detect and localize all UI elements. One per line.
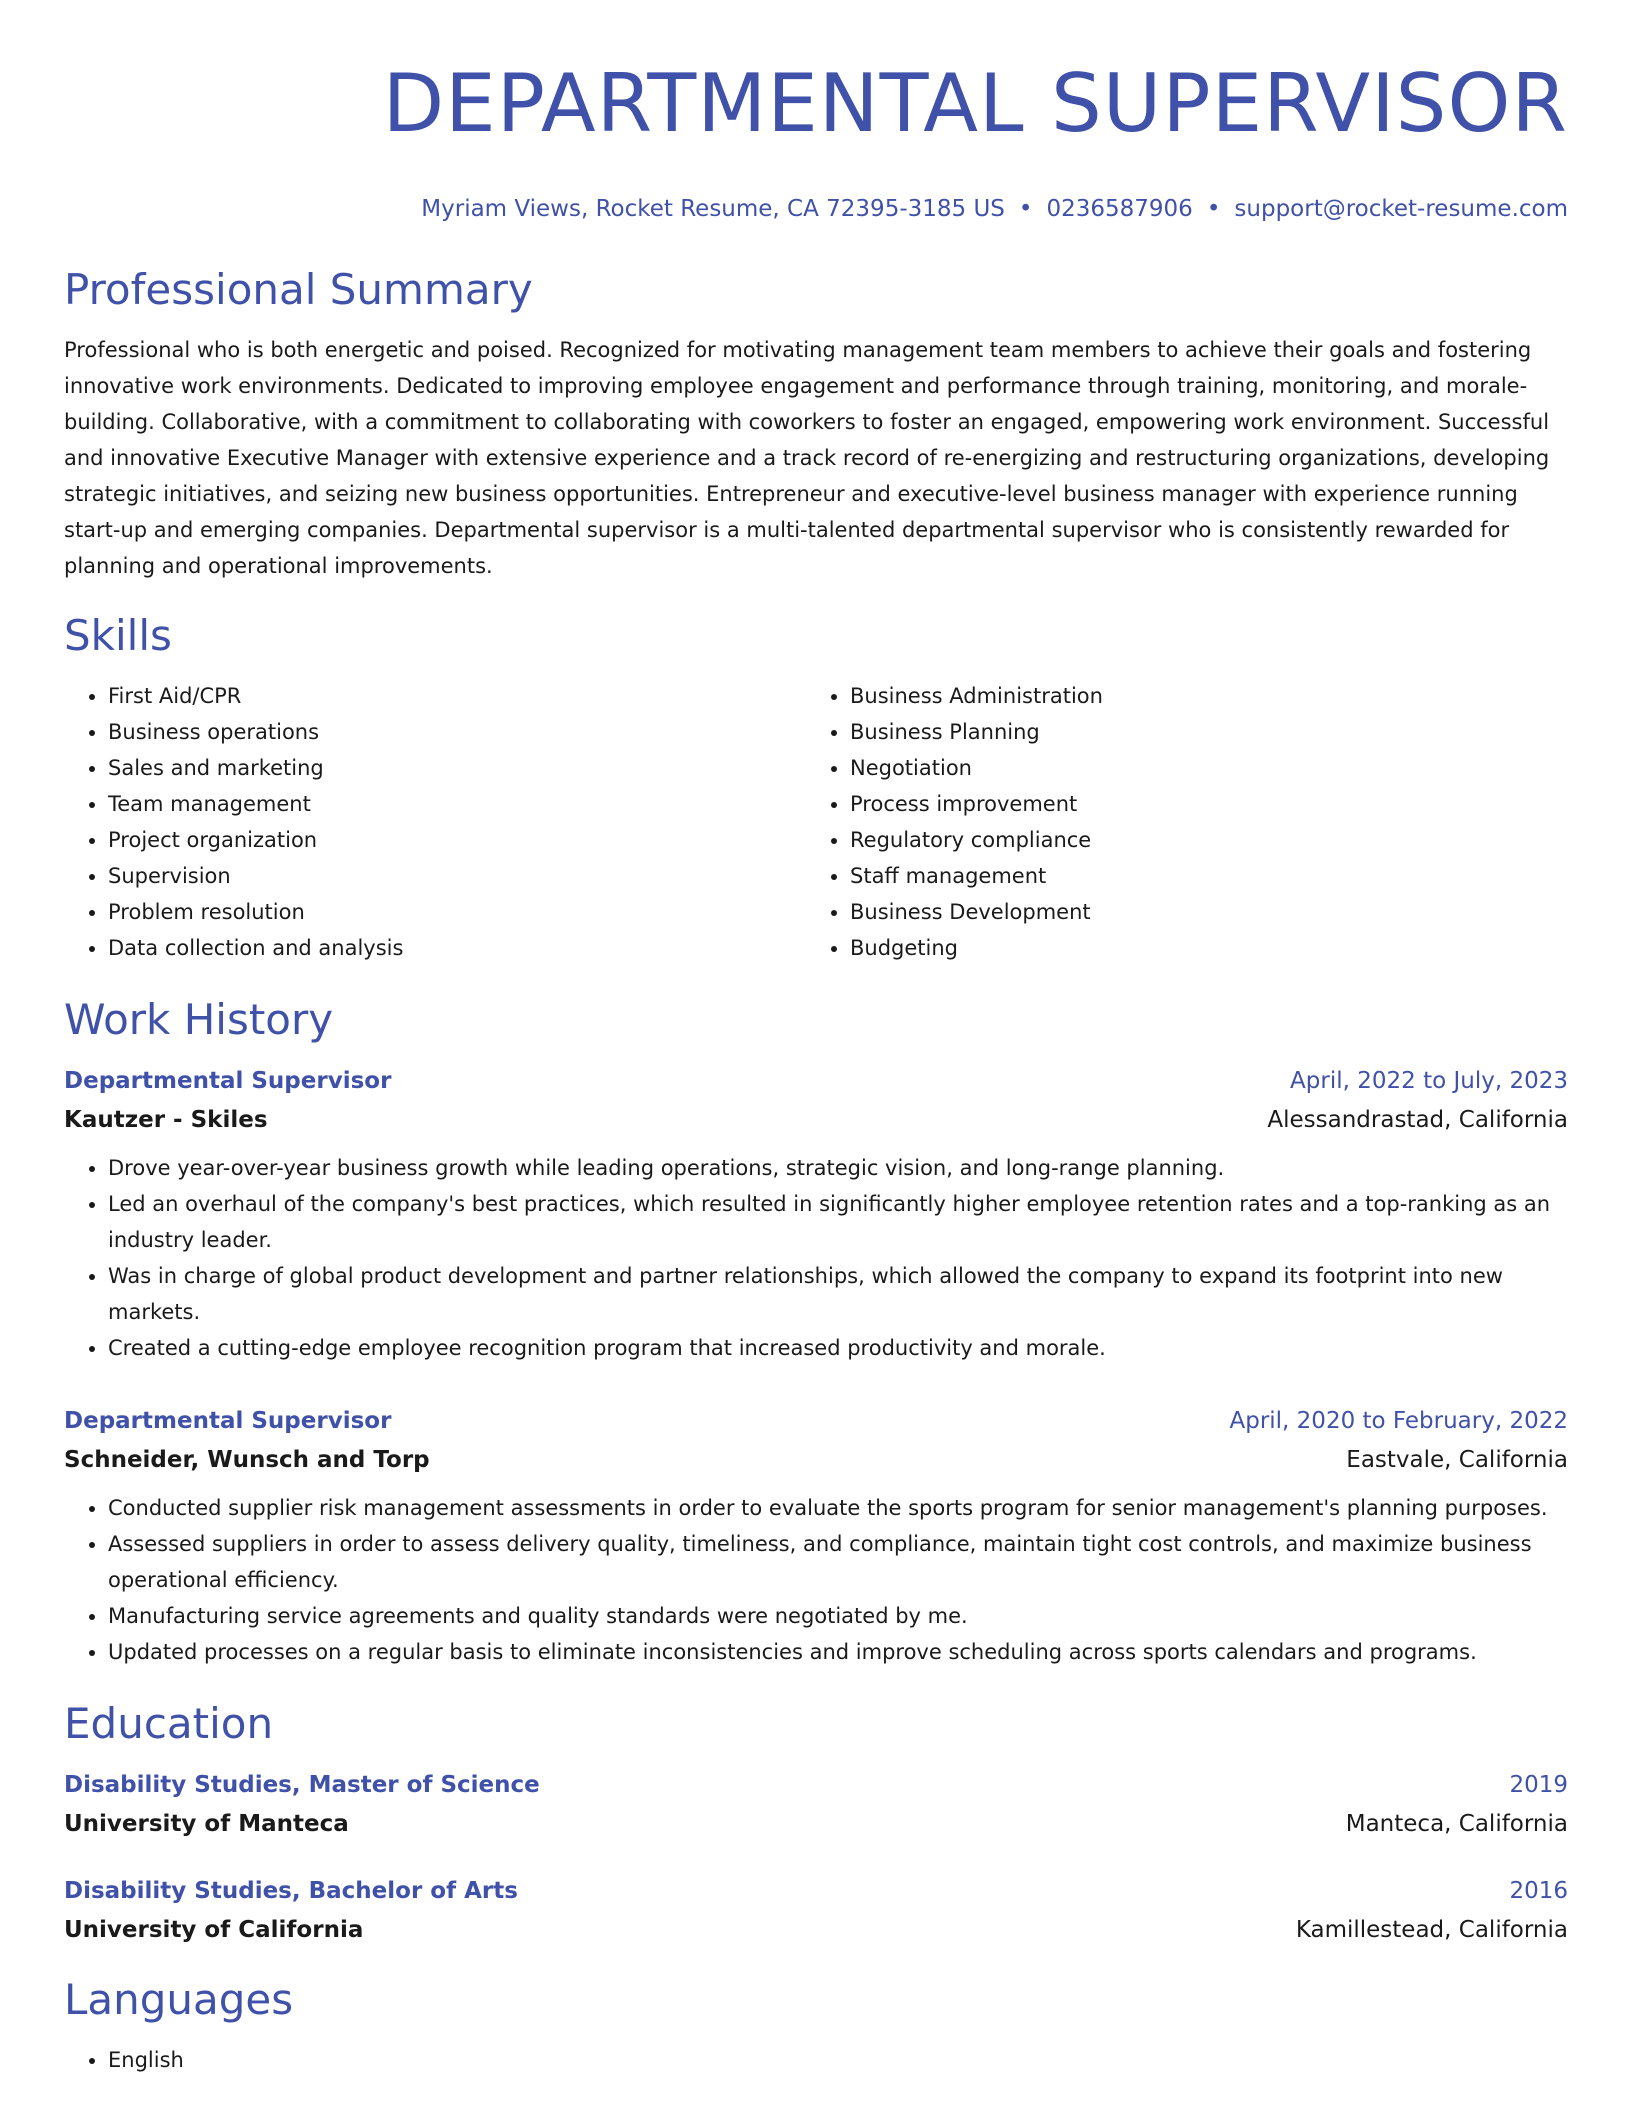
- job-bullet: • Led an overhaul of the company's best practices, which resulted in significantly higher employee retention rates and a top-ranking as an industry leader.: [108, 1186, 1568, 1258]
- skill-item: • Regulatory compliance: [850, 822, 1548, 858]
- skill-item: • Budgeting: [850, 930, 1548, 966]
- job-entry: [64, 1402, 1568, 1670]
- contact-phone: 0236587906: [1046, 196, 1193, 222]
- resume-header: [64, 56, 1568, 224]
- skill-item: • Team management: [108, 786, 806, 822]
- degree-name: Disability Studies, Bachelor of Arts: [64, 1878, 518, 1904]
- contact-line: [64, 194, 1568, 224]
- education-section: [64, 1698, 1568, 1950]
- section-title-languages: Languages: [64, 1975, 294, 2024]
- school-name: University of California: [64, 1917, 364, 1943]
- job-company: Schneider, Wunsch and Torp: [64, 1447, 430, 1473]
- contact-separator: •: [1018, 196, 1033, 222]
- summary-text: Professional who is both energetic and poised. Recognized for motivating management team members to achieve their goals and fostering innovative work environments. Dedicated to improving employee engagement and performance through training, monitoring, and morale-building. Collaborative, with a commitment to collaborating with coworkers to foster an engaged, empowering work environment. Successful and innovative Executive Manager with extensive experience and a track record of re-energizing and restructuring organizations, developing strategic initiatives, and seizing new business opportunities. Entrepreneur and executive-level business manager with experience running start-up and emerging companies. Departmental supervisor is a multi-talented departmental supervisor who is consistently rewarded for planning and operational improvements.: [64, 338, 1550, 578]
- job-bullet: • Manufacturing service agreements and quality standards were negotiated by me.: [108, 1598, 1568, 1634]
- job-dates: April, 2022 to July, 2023: [1290, 1068, 1568, 1094]
- job-bullet: • Conducted supplier risk management assessments in order to evaluate the sports program for senior management's planning purposes.: [108, 1490, 1568, 1526]
- skill-item: • Business operations: [108, 714, 806, 750]
- skills-column-left: [64, 678, 806, 966]
- skills-column-right: [806, 678, 1548, 966]
- work-history-section: [64, 994, 1568, 1670]
- professional-summary-section: [64, 264, 1568, 584]
- skill-item: • Staff management: [850, 858, 1548, 894]
- skills-section: [64, 610, 1568, 966]
- job-bullets: [64, 1490, 1568, 1670]
- job-bullet: • Updated processes on a regular basis to eliminate inconsistencies and improve scheduling across sports calendars and programs.: [108, 1634, 1568, 1670]
- job-role: Departmental Supervisor: [64, 1068, 392, 1094]
- skills-grid: [64, 678, 1568, 966]
- school-name: University of Manteca: [64, 1811, 349, 1837]
- skill-item: • Problem resolution: [108, 894, 806, 930]
- contact-address: Myriam Views, Rocket Resume, CA 72395-3185 US: [421, 196, 1005, 222]
- section-title-education: Education: [64, 1699, 274, 1748]
- graduation-year: 2016: [1509, 1878, 1568, 1904]
- languages-section: [64, 1974, 1568, 2078]
- degree-row: [64, 1766, 1568, 1804]
- job-bullet: • Created a cutting-edge employee recognition program that increased productivity and morale.: [108, 1330, 1568, 1366]
- graduation-year: 2019: [1509, 1772, 1568, 1798]
- contact-email[interactable]: support@rocket-resume.com: [1234, 196, 1568, 222]
- skill-item: • Project organization: [108, 822, 806, 858]
- skill-item: • Process improvement: [850, 786, 1548, 822]
- section-title-skills: Skills: [64, 611, 172, 660]
- skill-item: • Data collection and analysis: [108, 930, 806, 966]
- contact-separator: •: [1206, 196, 1221, 222]
- degree-row: [64, 1872, 1568, 1910]
- section-title-summary: Professional Summary: [64, 265, 533, 314]
- job-location: Alessandrastad, California: [1267, 1107, 1568, 1133]
- school-row: [64, 1910, 1568, 1950]
- job-company-row: [64, 1440, 1568, 1480]
- skill-item: • Sales and marketing: [108, 750, 806, 786]
- education-entry: [64, 1766, 1568, 1844]
- languages-list: [64, 2042, 1568, 2078]
- job-bullet: • Drove year-over-year business growth while leading operations, strategic vision, and long-range planning.: [108, 1150, 1568, 1186]
- language-item: • English: [108, 2042, 1568, 2078]
- job-title-row: [64, 1402, 1568, 1440]
- job-company-row: [64, 1100, 1568, 1140]
- job-role: Departmental Supervisor: [64, 1408, 392, 1434]
- candidate-name: DEPARTMENTAL SUPERVISOR: [382, 57, 1568, 150]
- skill-item: • First Aid/CPR: [108, 678, 806, 714]
- job-company: Kautzer - Skiles: [64, 1107, 268, 1133]
- job-title-row: [64, 1062, 1568, 1100]
- skill-item: • Business Administration: [850, 678, 1548, 714]
- job-entry: [64, 1062, 1568, 1366]
- skill-item: • Supervision: [108, 858, 806, 894]
- school-location: Kamillestead, California: [1295, 1917, 1568, 1943]
- job-location: Eastvale, California: [1346, 1447, 1568, 1473]
- school-row: [64, 1804, 1568, 1844]
- job-bullets: [64, 1150, 1568, 1366]
- degree-name: Disability Studies, Master of Science: [64, 1772, 540, 1798]
- job-dates: April, 2020 to February, 2022: [1229, 1408, 1568, 1434]
- skill-item: • Business Planning: [850, 714, 1548, 750]
- job-bullet: • Assessed suppliers in order to assess delivery quality, timeliness, and compliance, maintain tight cost controls, and maximize business operational efficiency.: [108, 1526, 1568, 1598]
- school-location: Manteca, California: [1345, 1811, 1568, 1837]
- education-entry: [64, 1872, 1568, 1950]
- section-title-work: Work History: [64, 995, 334, 1044]
- skill-item: • Business Development: [850, 894, 1548, 930]
- skill-item: • Negotiation: [850, 750, 1548, 786]
- job-bullet: • Was in charge of global product development and partner relationships, which allowed the company to expand its footprint into new markets.: [108, 1258, 1568, 1330]
